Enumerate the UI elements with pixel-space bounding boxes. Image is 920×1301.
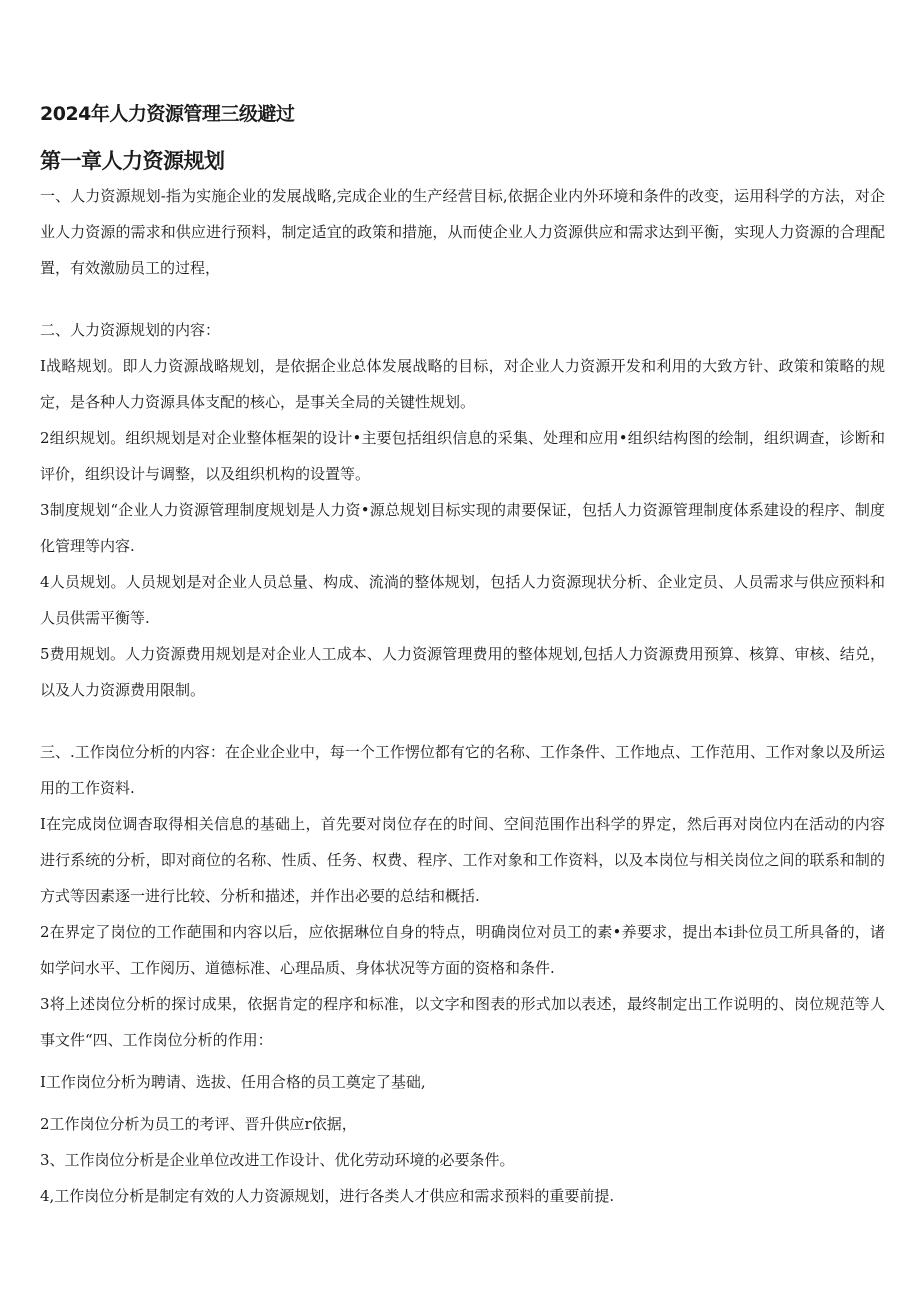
paragraph-personnel-plan: 4人员规划。人员规划是对企业人员总量、构成、流淌的整体规划，包括人力资源现状分析、企业定员、人员需求与供应预料和人员供需平衡等. [40, 573, 885, 627]
paragraph-system-plan: 3制度规划“企业人力资源管理制度规划是人力资•源总规划目标实现的肃要保证，包括人力资源管理制度体系建设的程序、制度化管理等内容. [40, 501, 885, 555]
section-gap [40, 286, 885, 312]
paragraph-strategy-plan: I战略规划。即人力资源战略规划，是依据企业总体发展战略的目标，对企业人力资源开发和利用的大致方针、政策和策略的规定，是各种人力资源具体支配的核心，是事关全局的关键性规划。 [40, 357, 885, 411]
paragraph-section-two-heading: 二、人力资源规划的内容： [40, 321, 221, 339]
paragraph-definition: 一、人力资源规划-指为实施企业的发展战略,完成企业的生产经营目标,依据企业内外环境和条件的改变，运用科学的方法，对企业人力资源的需求和供应进行预料，制定适宜的政策和措施，从而使企业人力资源供应和需求达到平衡，实现人力资源的合理配置，有效激励员工的过程， [40, 187, 885, 277]
paragraph-section-three-heading: 三、.工作岗位分析的内容：在企业企业中，每一个工作愣位都有它的名称、工作条件、工作地点、工作范用、工作对象以及所运用的工作资料. [40, 743, 885, 797]
paragraph-job-analysis-3: 3将上述岗位分析的探讨成果，依据肯定的程序和标准，以文字和图表的形式加以表述，最终制定出工作说明的、岗位规范等人事文件“四、工作岗位分析的作用： [40, 995, 885, 1049]
paragraph-job-role-4: 4,工作岗位分析是制定有效的人力资源规划，进行各类人才供应和需求预料的重要前提. [40, 1187, 615, 1205]
document-page [40, 100, 885, 1214]
chapter-title: 第一章人力资源规划 [40, 149, 225, 173]
paragraph-job-role-1: I工作岗位分析为聘请、选拔、任用合格的员工奠定了基础, [40, 1073, 426, 1091]
paragraph-organization-plan: 2组织规划。组织规划是对企业整体框架的设计•主要包括组织信息的采集、处理和应用•组织结构图的绘制，组织调查，诊断和评价，组织设计与调整，以及组织机构的设置等。 [40, 429, 885, 483]
document-title: 2024年人力资源管理三级避过 [40, 103, 295, 125]
paragraph-cost-plan: 5费用规划。人力资源费用规划是对企业人工成本、人力资源管理费用的整体规划,包括人力资源费用预算、核算、审核、结兑，以及人力资源费用限制。 [40, 645, 885, 699]
paragraph-job-role-2: 2工作岗位分析为员工的考评、晋升供应r依据， [40, 1115, 357, 1133]
paragraph-job-analysis-2: 2在界定了岗位的工作葩围和内容以后，应依据琳位自身的特点，明确岗位对员工的素•养要求，提出本i卦位员工所具备的，诸如学问水平、工作阅历、道德标准、心理品质、身体状况等方面的资格和条件. [40, 923, 885, 977]
paragraph-job-analysis-1: I在完成岗位调杳取得相关信息的基础上，首先要对岗位存在的时间、空间范围作出科学的界定，然后再对岗位内在活动的内容进行系统的分析，即对商位的名称、性质、任务、权费、程序、工作对象和工作资料，以及本岗位与相关岗位之间的联系和制的方式等因素逐一进行比较、分析和描述，并作出必要的总结和概括. [40, 815, 885, 905]
paragraph-job-role-3: 3、工作岗位分析是企业单位改进工作设计、优化劳动环境的必要条件。 [40, 1151, 515, 1169]
section-gap [40, 708, 885, 734]
